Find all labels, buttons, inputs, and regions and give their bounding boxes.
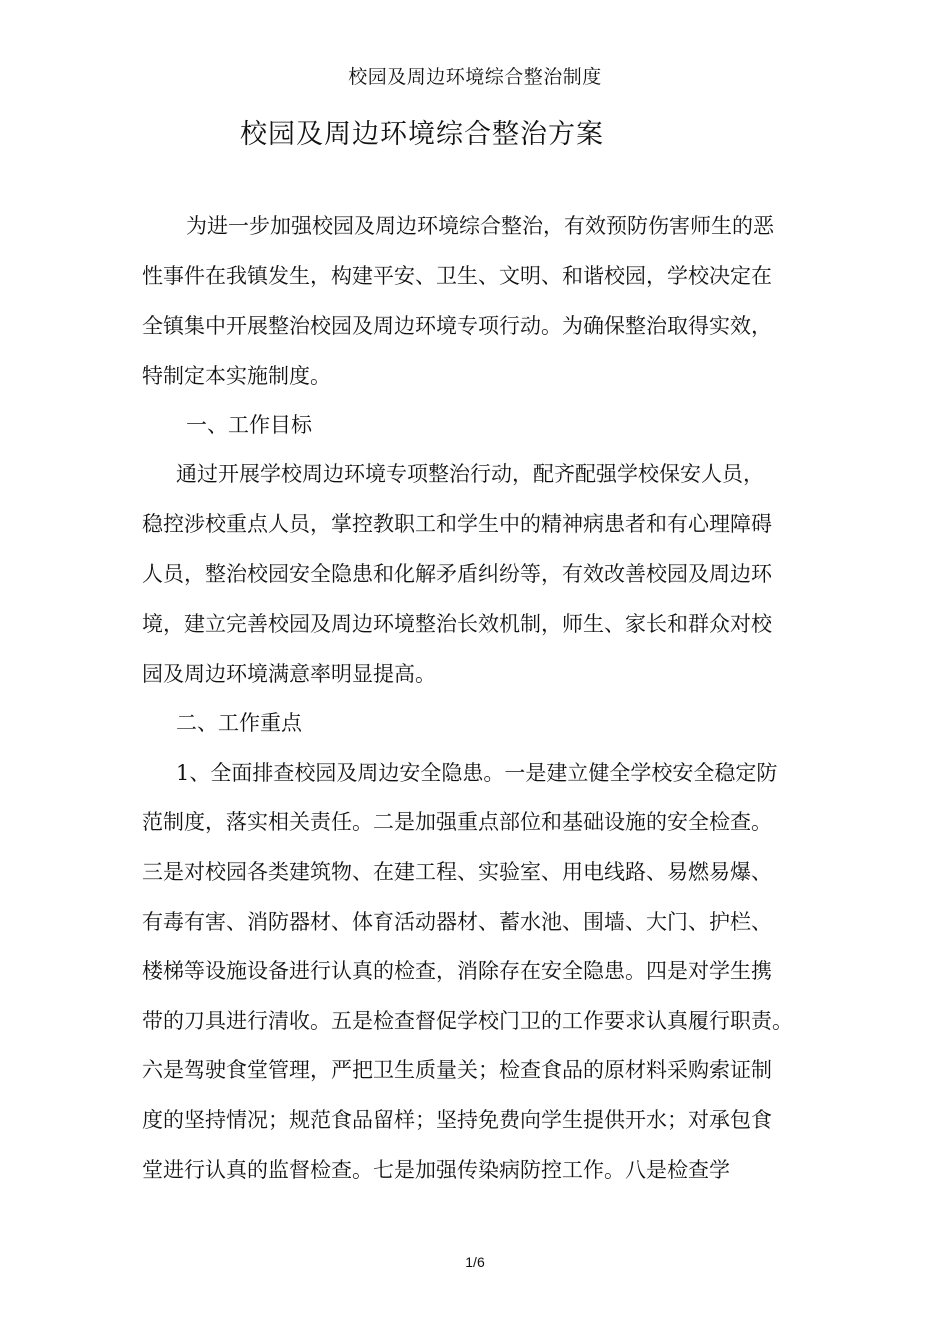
paragraph-line: 稳控涉校重点人员，掌控教职工和学生中的精神病患者和有心理障碍 xyxy=(142,512,772,536)
section-heading: 二、工作重点 xyxy=(176,711,302,735)
paragraph-line: 度的坚持情况；规范食品留样；坚持免费向学生提供开水；对承包食 xyxy=(142,1108,772,1132)
paragraph-line: 带的刀具进行清收。五是检查督促学校门卫的工作要求认真履行职责。 xyxy=(142,1009,793,1033)
document-title: 校园及周边环境综合整治方案 xyxy=(240,119,604,150)
paragraph-line: 性事件在我镇发生，构建平安、卫生、文明、和谐校园，学校决定在 xyxy=(142,264,772,288)
paragraph-line: 六是驾驶食堂管理，严把卫生质量关；检查食品的原材料采购索证制 xyxy=(142,1058,772,1082)
paragraph-line: 有毒有害、消防器材、体育活动器材、蓄水池、围墙、大门、护栏、 xyxy=(142,910,772,934)
document-header: 校园及周边环境综合整治制度 xyxy=(348,66,602,88)
paragraph-line: 特制定本实施制度。 xyxy=(142,364,331,388)
paragraph-line: 范制度，落实相关责任。二是加强重点部位和基础设施的安全检查。 xyxy=(142,810,772,834)
paragraph-line: 园及周边环境满意率明显提高。 xyxy=(142,662,436,686)
paragraph-line: 1、全面排查校园及周边安全隐患。一是建立健全学校安全稳定防 xyxy=(176,761,778,785)
paragraph-line: 通过开展学校周边环境专项整治行动，配齐配强学校保安人员， xyxy=(176,462,764,486)
paragraph-line: 为进一步加强校园及周边环境综合整治，有效预防伤害师生的恶 xyxy=(186,214,774,238)
paragraph-line: 三是对校园各类建筑物、在建工程、实验室、用电线路、易燃易爆、 xyxy=(142,860,772,884)
paragraph-line: 堂进行认真的监督检查。七是加强传染病防控工作。八是检查学 xyxy=(142,1158,730,1182)
section-heading: 一、工作目标 xyxy=(186,413,312,437)
page-number: 1/6 xyxy=(465,1254,485,1270)
paragraph-line: 境，建立完善校园及周边环境整治长效机制，师生、家长和群众对校 xyxy=(142,612,772,636)
paragraph-line: 楼梯等设施设备进行认真的检查，消除存在安全隐患。四是对学生携 xyxy=(142,959,772,983)
paragraph-line: 全镇集中开展整治校园及周边环境专项行动。为确保整治取得实效， xyxy=(142,314,772,338)
paragraph-line: 人员，整治校园安全隐患和化解矛盾纠纷等，有效改善校园及周边环 xyxy=(142,562,772,586)
